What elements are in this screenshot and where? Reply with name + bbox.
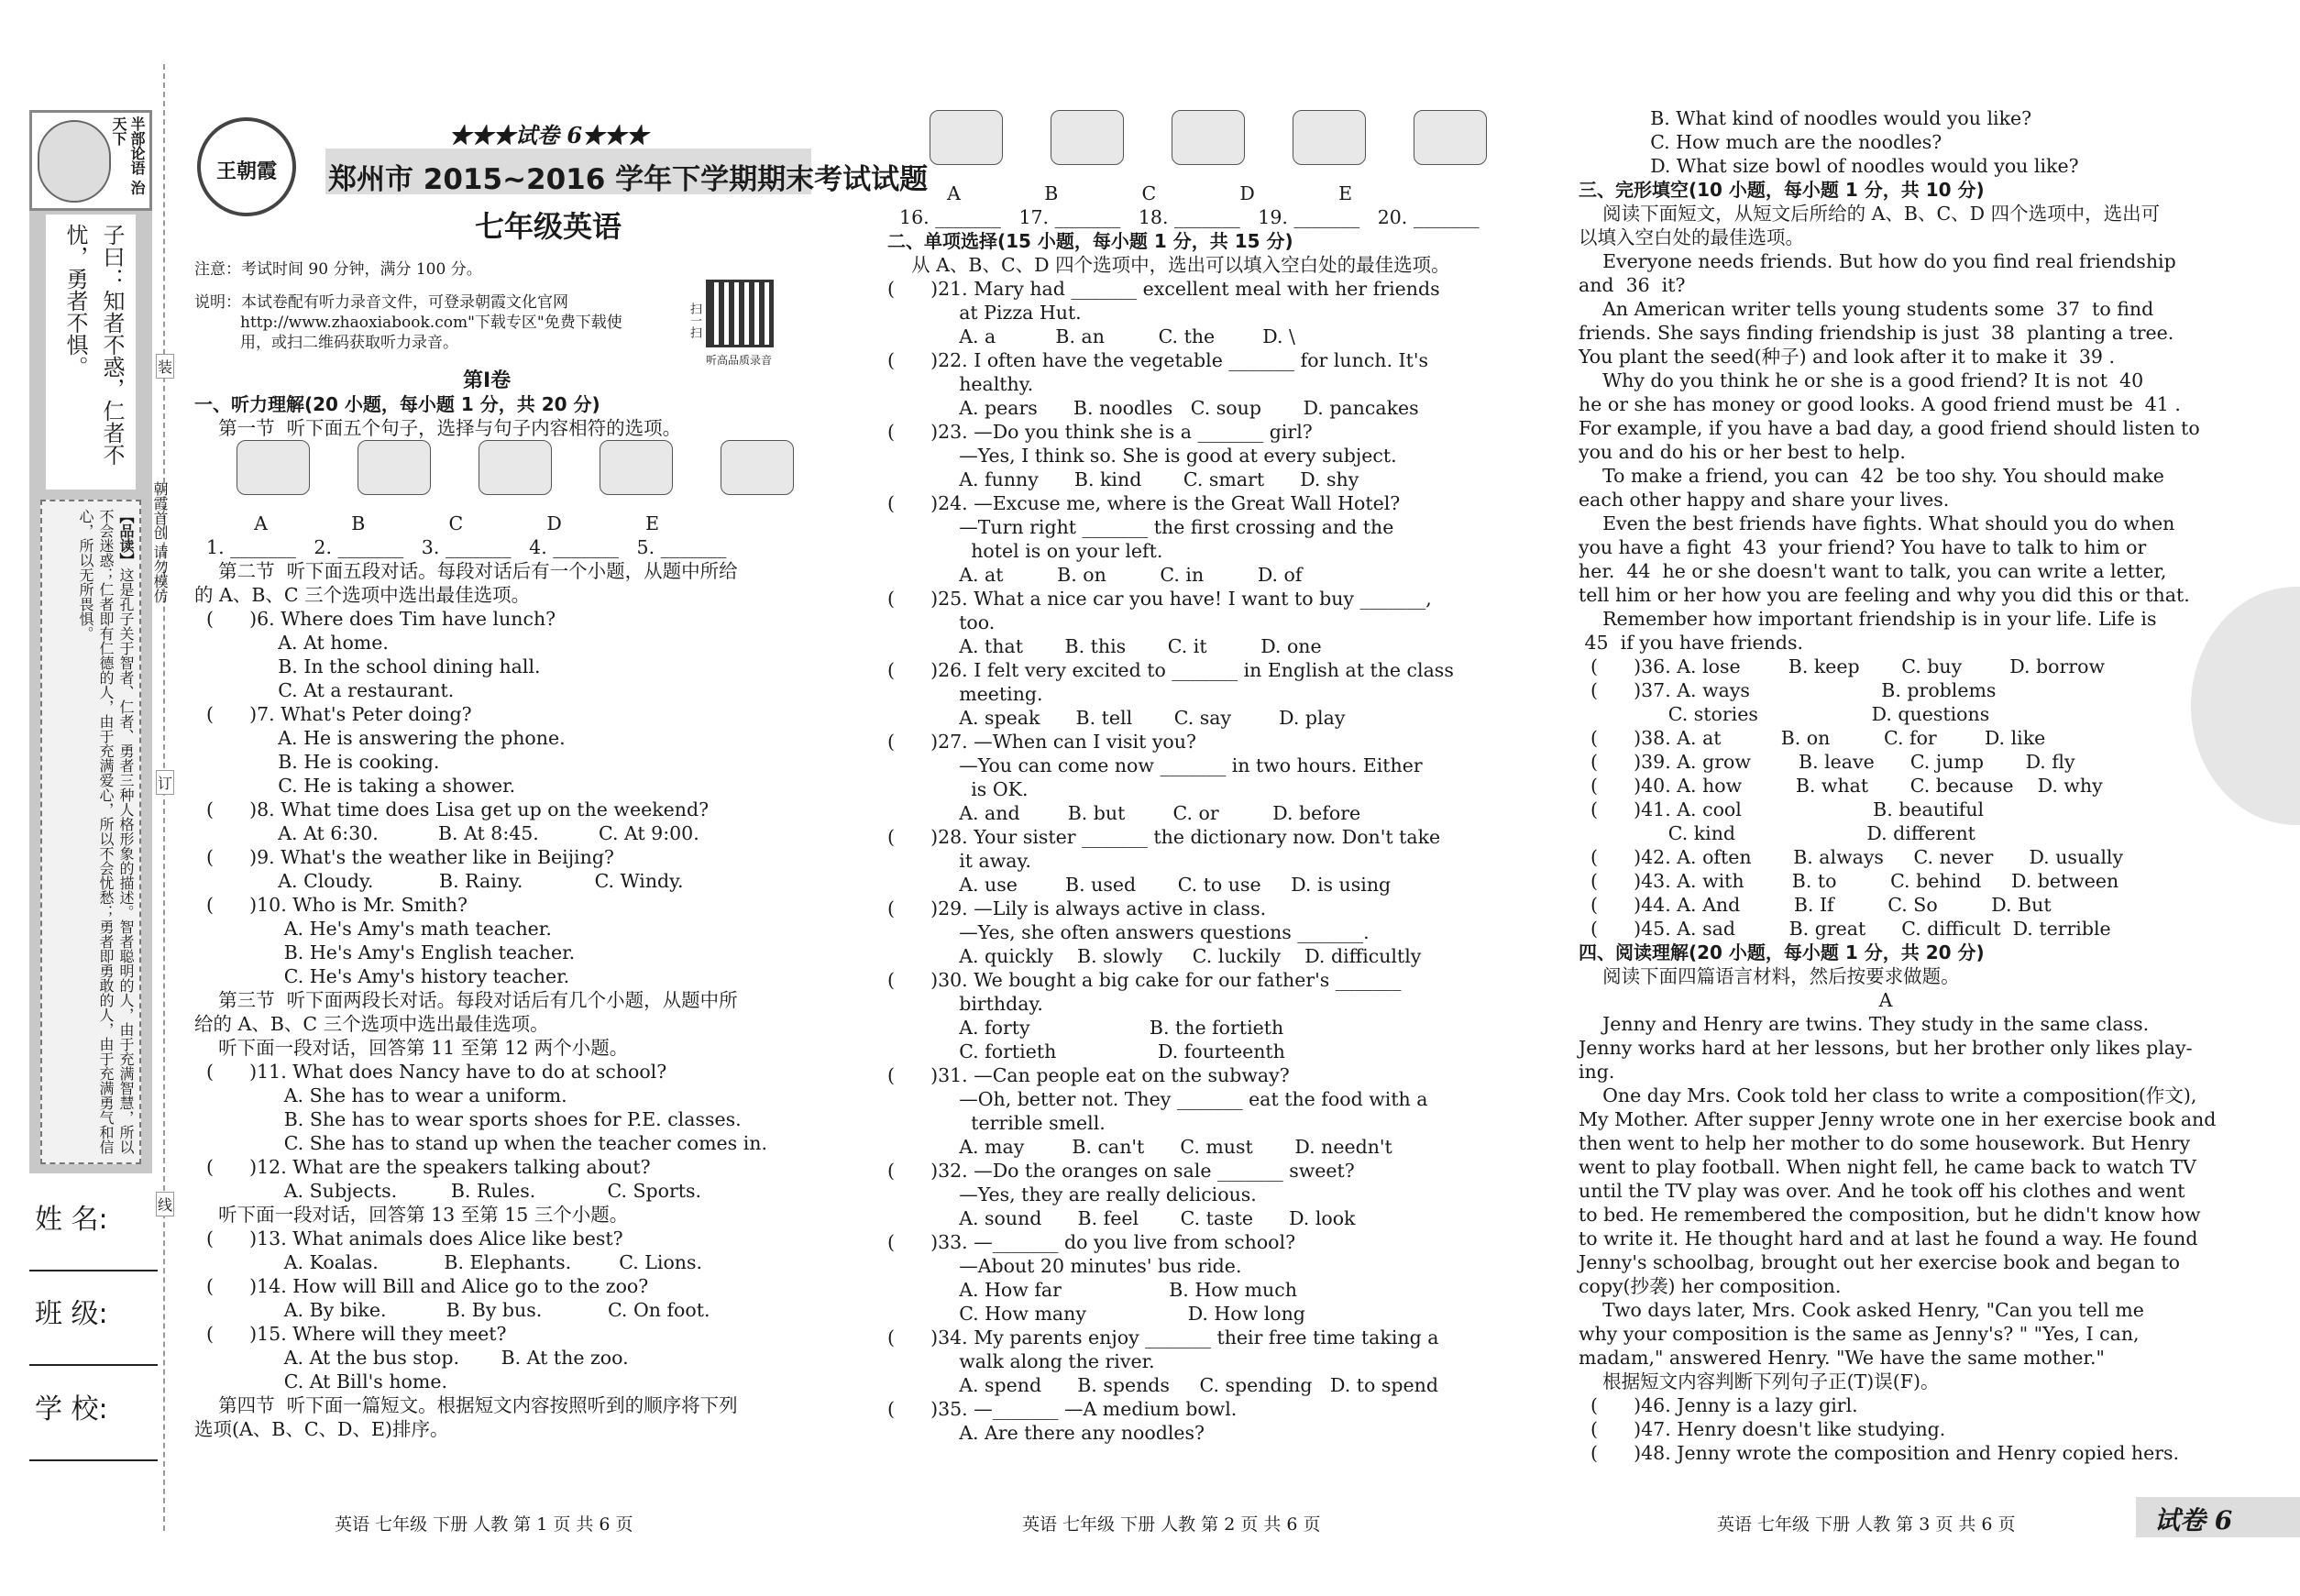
- col2-line: ( )24. —Excuse me, where is the Great Wall Hotel?: [887, 492, 1401, 514]
- col2-line: A. may B. can't C. must D. needn't: [887, 1136, 1392, 1158]
- col3-line: ( )40. A. how B. what C. because D. why: [1579, 775, 2103, 797]
- col3-line: copy(抄袭) her composition.: [1579, 1275, 1842, 1297]
- col3-line: 阅读下面短文，从短文后所给的 A、B、C、D 四个选项中，选出可: [1579, 203, 2161, 225]
- col1-line: C. He's Amy's history teacher.: [194, 965, 570, 987]
- col1-picture-row: [194, 440, 822, 512]
- col3-line: ( )41. A. cool B. beautiful: [1579, 798, 1985, 820]
- col2-picture-4: [1414, 110, 1487, 165]
- cut-mark-3: 线: [156, 1192, 174, 1216]
- exam-note-line3: 用，或扫二维码获取听力录音。: [240, 334, 458, 352]
- logo-text: 王朝霞: [215, 160, 277, 183]
- col2-line: A. How far B. How much: [887, 1279, 1297, 1301]
- col3-line: to write it. He thought hard and at last he found a way. He found: [1579, 1227, 2198, 1249]
- col3-line: until the TV play was over. And he took off his clothes and went: [1579, 1180, 2185, 1202]
- col3-line: Two days later, Mrs. Cook asked Henry, "Can you tell me: [1579, 1299, 2144, 1321]
- col2-line: healthy.: [887, 373, 1034, 395]
- col1-line: ( )6. Where does Tim have lunch?: [194, 608, 556, 630]
- col1-line: A B C D E: [194, 512, 660, 534]
- confucius-quote: 子曰：知者不惑，仁者不忧，勇者不惧。: [62, 224, 125, 466]
- col2-line: ( )29. —Lily is always active in class.: [887, 897, 1267, 919]
- col1-line: 听下面一段对话，回答第 11 至第 12 两个小题。: [194, 1037, 629, 1059]
- col3-line: One day Mrs. Cook told her class to write a composition(作文),: [1579, 1084, 2197, 1106]
- col3-line: he or she has money or good looks. A good friend must be 41 .: [1579, 393, 2181, 415]
- exam-subtitle: 七年级英语: [475, 209, 622, 244]
- col1-line: 的 A、B、C 三个选项中选出最佳选项。: [194, 584, 531, 606]
- col2-line: ( )34. My parents enjoy _______ their free time taking a: [887, 1326, 1439, 1348]
- col3-line: ( )37. A. ways B. problems: [1579, 679, 1997, 701]
- footer-page-1: 英语 七年级 下册 人教 第 1 页 共 6 页: [335, 1514, 633, 1535]
- col3-line: For example, if you have a bad day, a good friend should listen to: [1579, 417, 2200, 439]
- col2-line: A. use B. used C. to use D. is using: [887, 874, 1392, 896]
- col2-line: ( )25. What a nice car you have! I want to buy _______,: [887, 588, 1432, 610]
- col2-line: at Pizza Hut.: [887, 302, 1082, 324]
- col3-line: Even the best friends have fights. What should you do when: [1579, 512, 2175, 534]
- confucius-quote-box: [46, 215, 136, 490]
- col1-line: 第三节 听下面两段长对话。每段对话后有几个小题，从题中所: [194, 989, 738, 1011]
- col2-picture-3: [1293, 110, 1366, 165]
- col3-line: you have a fight 43 your friend? You have to talk to him or: [1579, 536, 2147, 558]
- col1-line: A. He is answering the phone.: [194, 727, 566, 749]
- col2-line: 从 A、B、C、D 四个选项中，选出可以填入空白处的最佳选项。: [887, 254, 1450, 276]
- col1-line: ( )14. How will Bill and Alice go to the zoo?: [194, 1275, 649, 1297]
- col3-line: each other happy and share your lives.: [1579, 489, 1950, 511]
- col1-line: 第一节 听下面五个句子，选择与句子内容相符的选项。: [194, 417, 682, 439]
- watermark-seal: [2191, 587, 2300, 825]
- col1-line: 第四节 听下面一篇短文。根据短文内容按照听到的顺序将下列: [194, 1394, 738, 1416]
- col2-line: is OK.: [887, 778, 1029, 800]
- pindu-content: 这是孔子关于智者、仁者、勇者三种人格形象的描述。智者聪明的人，由于充满智慧，所以不会迷惑；仁者即有仁德的人，由于充满爱心，所以不会忧愁；勇者即勇敢的人，由于充满勇气和信心，所以无所畏惧。: [77, 509, 135, 1154]
- col2-line: A. pears B. noodles C. soup D. pancakes: [887, 397, 1419, 419]
- col3-line: D. What size bowl of noodles would you like?: [1579, 155, 2079, 177]
- col3-line: her. 44 he or she doesn't want to talk, you can write a letter,: [1579, 560, 2167, 582]
- col3-line: B. What kind of noodles would you like?: [1579, 107, 2032, 129]
- col1-line: 一、听力理解(20 小题，每小题 1 分，共 20 分): [194, 393, 600, 415]
- col3-line: Why do you think he or she is a good friend? It is not 40: [1579, 369, 2144, 391]
- col2-line: A. speak B. tell C. say D. play: [887, 707, 1346, 729]
- col3-line: ( )48. Jenny wrote the composition and Henry copied hers.: [1579, 1442, 2180, 1464]
- col2-line: ( )27. —When can I visit you?: [887, 731, 1196, 753]
- col3-line: 根据短文内容判断下列句子正(T)误(F)。: [1579, 1370, 1940, 1392]
- col3-line: C. kind D. different: [1579, 822, 1975, 844]
- cut-mark-1: 装: [156, 354, 174, 379]
- qr-side-label: 扫一扫: [688, 303, 701, 338]
- col1-line: C. She has to stand up when the teacher comes in.: [194, 1132, 767, 1154]
- col3-line: ( )38. A. at B. on C. for D. like: [1579, 727, 2046, 749]
- col1-line: A. By bike. B. By bus. C. On foot.: [194, 1299, 710, 1321]
- exam-title: 郑州市 2015~2016 学年下学期期末考试试题: [328, 163, 929, 196]
- col1-line: 1. _______ 2. _______ 3. _______ 4. _______ 5. _______: [194, 536, 727, 558]
- col1-line: A. At home.: [194, 632, 389, 654]
- col2-line: C. How many D. How long: [887, 1303, 1305, 1325]
- col2-line: ( )31. —Can people eat on the subway?: [887, 1064, 1290, 1086]
- col3-line: You plant the seed(种子) and look after it to make it 39 .: [1579, 346, 2116, 368]
- col1-line: 选项(A、B、C、D、E)排序。: [194, 1418, 449, 1440]
- class-field-line[interactable]: [29, 1364, 158, 1366]
- col2-line: it away.: [887, 850, 1031, 872]
- col3-line: ( )36. A. lose B. keep C. buy D. borrow: [1579, 655, 2105, 677]
- col3-line: friends. She says finding friendship is just 38 planting a tree.: [1579, 322, 2174, 344]
- col3-line: To make a friend, you can 42 be too shy. You should make: [1579, 465, 2164, 487]
- col3-line: Everyone needs friends. But how do you find real friendship: [1579, 250, 2176, 272]
- col1-line: ( )11. What does Nancy have to do at school?: [194, 1061, 667, 1083]
- col2-line: A. Are there any noodles?: [887, 1422, 1205, 1444]
- col3-line: went to play football. When night fell, he came back to watch TV: [1579, 1156, 2196, 1178]
- col3-line: My Mother. After supper Jenny wrote one in her exercise book and: [1579, 1108, 2217, 1130]
- col1-line: B. He's Amy's English teacher.: [194, 941, 576, 963]
- col1-line: A. Koalas. B. Elephants. C. Lions.: [194, 1251, 703, 1273]
- col2-line: ( )30. We bought a big cake for our father's _______: [887, 969, 1402, 991]
- column-2: [887, 110, 1502, 1445]
- col2-line: A. a B. an C. the D. \: [887, 325, 1295, 347]
- col1-line: C. At a restaurant.: [194, 679, 455, 701]
- col2-line: A B C D E: [887, 182, 1353, 204]
- col3-line: ( )47. Henry doesn't like studying.: [1579, 1418, 1946, 1440]
- confucius-illustration: [38, 120, 111, 203]
- name-field-line[interactable]: [29, 1270, 158, 1271]
- cut-mark-2: 订: [156, 770, 174, 795]
- col2-line: A. sound B. feel C. taste D. look: [887, 1207, 1356, 1229]
- col2-line: A. quickly B. slowly C. luckily D. difficultly: [887, 945, 1422, 967]
- col2-line: meeting.: [887, 683, 1043, 705]
- col1-line: A. At the bus stop. B. At the zoo.: [194, 1347, 629, 1369]
- col3-line: madam," answered Henry. "We have the same mother.": [1579, 1347, 2105, 1369]
- publisher-logo: [197, 117, 296, 216]
- col3-line: Jenny and Henry are twins. They study in the same class.: [1579, 1013, 2150, 1035]
- corner-tag: [2136, 1497, 2300, 1537]
- col1-picture-0: [237, 440, 310, 495]
- col2-line: —You can come now _______ in two hours. Either: [887, 754, 1423, 776]
- col2-line: ( )21. Mary had _______ excellent meal with her friends: [887, 278, 1440, 300]
- col2-line: ( )26. I felt very excited to _______ in English at the class: [887, 659, 1454, 681]
- col3-line: A: [1878, 989, 1893, 1011]
- col2-line: C. fortieth D. fourteenth: [887, 1040, 1285, 1062]
- col3-line: why your composition is the same as Jenny's? " "Yes, I can,: [1579, 1323, 2140, 1345]
- col1-line: ( )15. Where will they meet?: [194, 1323, 507, 1345]
- col2-line: —Yes, I think so. She is good at every subject.: [887, 445, 1397, 467]
- col1-picture-1: [358, 440, 431, 495]
- sidebar-motto: 半部论语 治天下: [110, 116, 146, 195]
- col2-line: A. forty B. the fortieth: [887, 1017, 1284, 1039]
- col3-line: to bed. He remembered the composition, but he didn't know how: [1579, 1204, 2201, 1226]
- col2-line: ( )23. —Do you think she is a _______ girl?: [887, 421, 1313, 443]
- col3-line: then went to help her mother to do some housework. But Henry: [1579, 1132, 2191, 1154]
- pindu-text: [75, 509, 136, 1155]
- col1-line: ( )7. What's Peter doing?: [194, 703, 472, 725]
- col1-line: C. He is taking a shower.: [194, 775, 516, 797]
- col1-line: 第二节 听下面五段对话。每段对话后有一个小题，从题中所给: [194, 560, 738, 582]
- footer-page-3: 英语 七年级 下册 人教 第 3 页 共 6 页: [1717, 1514, 2016, 1535]
- pindu-label: 【品读】: [117, 509, 135, 567]
- col3-line: 阅读下面四篇语言材料，然后按要求做题。: [1579, 965, 1960, 987]
- col3-line: 三、完形填空(10 小题，每小题 1 分，共 10 分): [1579, 179, 1985, 201]
- col1-line: B. He is cooking.: [194, 751, 440, 773]
- col1-line: ( )12. What are the speakers talking about?: [194, 1156, 651, 1178]
- col2-line: birthday.: [887, 993, 1043, 1015]
- col1-line: A. He's Amy's math teacher.: [194, 918, 552, 940]
- col3-line: ( )45. A. sad B. great C. difficult D. terrible: [1579, 918, 2111, 940]
- col1-line: C. At Bill's home.: [194, 1370, 447, 1392]
- col2-picture-0: [930, 110, 1003, 165]
- sidebar-header: [29, 110, 152, 211]
- column-1: [194, 392, 822, 1441]
- col1-line: 给的 A、B、C 三个选项中选出最佳选项。: [194, 1013, 549, 1035]
- col1-line: B. In the school dining hall.: [194, 655, 541, 677]
- col2-line: A. spend B. spends C. spending D. to spend: [887, 1374, 1438, 1396]
- col2-line: —Yes, she often answers questions _______.: [887, 921, 1370, 943]
- binding-cut-line: [163, 64, 165, 1531]
- col1-line: ( )8. What time does Lisa get up on the weekend?: [194, 798, 710, 820]
- qr-code-icon[interactable]: [706, 280, 774, 347]
- col1-line: A. She has to wear a uniform.: [194, 1084, 567, 1106]
- col3-line: C. How much are the noodles?: [1579, 131, 1942, 153]
- col2-line: hotel is on your left.: [887, 540, 1163, 562]
- col2-line: 二、单项选择(15 小题，每小题 1 分，共 15 分): [887, 230, 1293, 252]
- slogan: 朝霞首创 请勿模仿: [151, 481, 169, 604]
- col3-line: ( )46. Jenny is a lazy girl.: [1579, 1394, 1858, 1416]
- col3-line: Jenny's schoolbag, brought out her exercise book and began to: [1579, 1251, 2180, 1273]
- col2-line: ( )28. Your sister _______ the dictionary now. Don't take: [887, 826, 1441, 848]
- col3-line: C. stories D. questions: [1579, 703, 1990, 725]
- col3-line: tell him or her how you are feeling and why you did this or that.: [1579, 584, 2190, 606]
- col2-line: A. that B. this C. it D. one: [887, 635, 1322, 657]
- col2-line: ( )35. —_______ —A medium bowl.: [887, 1398, 1238, 1420]
- footer-page-2: 英语 七年级 下册 人教 第 2 页 共 6 页: [1022, 1514, 1321, 1535]
- test-badge: ★★★试卷 6★★★: [449, 122, 649, 149]
- col2-line: A. at B. on C. in D. of: [887, 564, 1303, 586]
- col3-line: and 36 it?: [1579, 274, 1686, 296]
- col2-line: walk along the river.: [887, 1350, 1155, 1372]
- col2-line: —About 20 minutes' bus ride.: [887, 1255, 1242, 1277]
- col2-line: —Oh, better not. They _______ eat the food with a: [887, 1088, 1428, 1110]
- pindu-box: [40, 500, 141, 1164]
- col1-line: ( )10. Who is Mr. Smith?: [194, 894, 468, 916]
- exam-note-time: 注意：考试时间 90 分钟，满分 100 分。: [194, 260, 482, 279]
- col3-line: An American writer tells young students some 37 to find: [1579, 298, 2154, 320]
- col3-line: ( )43. A. with B. to C. behind D. between: [1579, 870, 2119, 892]
- col2-line: ( )22. I often have the vegetable _______ for lunch. It's: [887, 349, 1429, 371]
- col3-line: ( )39. A. grow B. leave C. jump D. fly: [1579, 751, 2075, 773]
- col1-line: 听下面一段对话，回答第 13 至第 15 三个小题。: [194, 1204, 629, 1226]
- col3-line: 45 if you have friends.: [1579, 632, 1804, 654]
- col1-line: B. She has to wear sports shoes for P.E. classes.: [194, 1108, 742, 1130]
- col1-line: A. At 6:30. B. At 8:45. C. At 9:00.: [194, 822, 699, 844]
- col2-line: too.: [887, 611, 996, 633]
- corner-tag-text: 试卷 6: [2154, 1505, 2233, 1535]
- col3-line: Jenny works hard at her lessons, but her brother only likes play-: [1579, 1037, 2193, 1059]
- col2-line: terrible smell.: [887, 1112, 1106, 1134]
- col1-line: ( )13. What animals does Alice like best?: [194, 1227, 623, 1249]
- part-one-title: 第Ⅰ卷: [463, 369, 512, 392]
- col1-picture-2: [479, 440, 552, 495]
- col1-line: A. Cloudy. B. Rainy. C. Windy.: [194, 870, 684, 892]
- col3-line: ( )42. A. often B. always C. never D. usually: [1579, 846, 2124, 868]
- column-3: [1579, 106, 2217, 1465]
- exam-note-line2: http://www.zhaoxiabook.com"下载专区"免费下载使: [240, 314, 622, 332]
- col2-picture-row: [887, 110, 1502, 182]
- col3-line: Remember how important friendship is in your life. Life is: [1579, 608, 2157, 630]
- school-field-line[interactable]: [29, 1459, 158, 1461]
- col2-picture-1: [1051, 110, 1124, 165]
- col2-picture-2: [1172, 110, 1245, 165]
- col3-line: ing.: [1579, 1061, 1615, 1083]
- col1-line: A. Subjects. B. Rules. C. Sports.: [194, 1180, 702, 1202]
- school-field-label: 学 校:: [35, 1393, 108, 1425]
- exam-note-line1: 说明：本试卷配有听力录音文件，可登录朝霞文化官网: [194, 293, 568, 312]
- col2-line: A. and B. but C. or D. before: [887, 802, 1361, 824]
- col2-line: 16. _______ 17. _______ 18. _______ 19. _______ 20. _______: [887, 206, 1480, 228]
- col1-picture-3: [600, 440, 673, 495]
- col2-line: ( )33. —_______ do you live from school?: [887, 1231, 1296, 1253]
- col1-line: ( )9. What's the weather like in Beijing?: [194, 846, 614, 868]
- col2-line: A. funny B. kind C. smart D. shy: [887, 468, 1359, 490]
- col3-line: 以填入空白处的最佳选项。: [1579, 226, 1804, 248]
- col2-line: —Yes, they are really delicious.: [887, 1183, 1257, 1205]
- col1-picture-4: [721, 440, 794, 495]
- name-field-label: 姓 名:: [35, 1204, 108, 1236]
- class-field-label: 班 级:: [35, 1298, 108, 1330]
- qr-caption: 听高品质录音: [706, 354, 773, 367]
- col2-line: ( )32. —Do the oranges on sale _______ sweet?: [887, 1160, 1355, 1182]
- col3-line: 四、阅读理解(20 小题，每小题 1 分，共 20 分): [1579, 941, 1985, 963]
- col2-line: —Turn right _______ the first crossing and the: [887, 516, 1394, 538]
- col3-line: you and do his or her best to help.: [1579, 441, 1906, 463]
- col3-line: ( )44. A. And B. If C. So D. But: [1579, 894, 2052, 916]
